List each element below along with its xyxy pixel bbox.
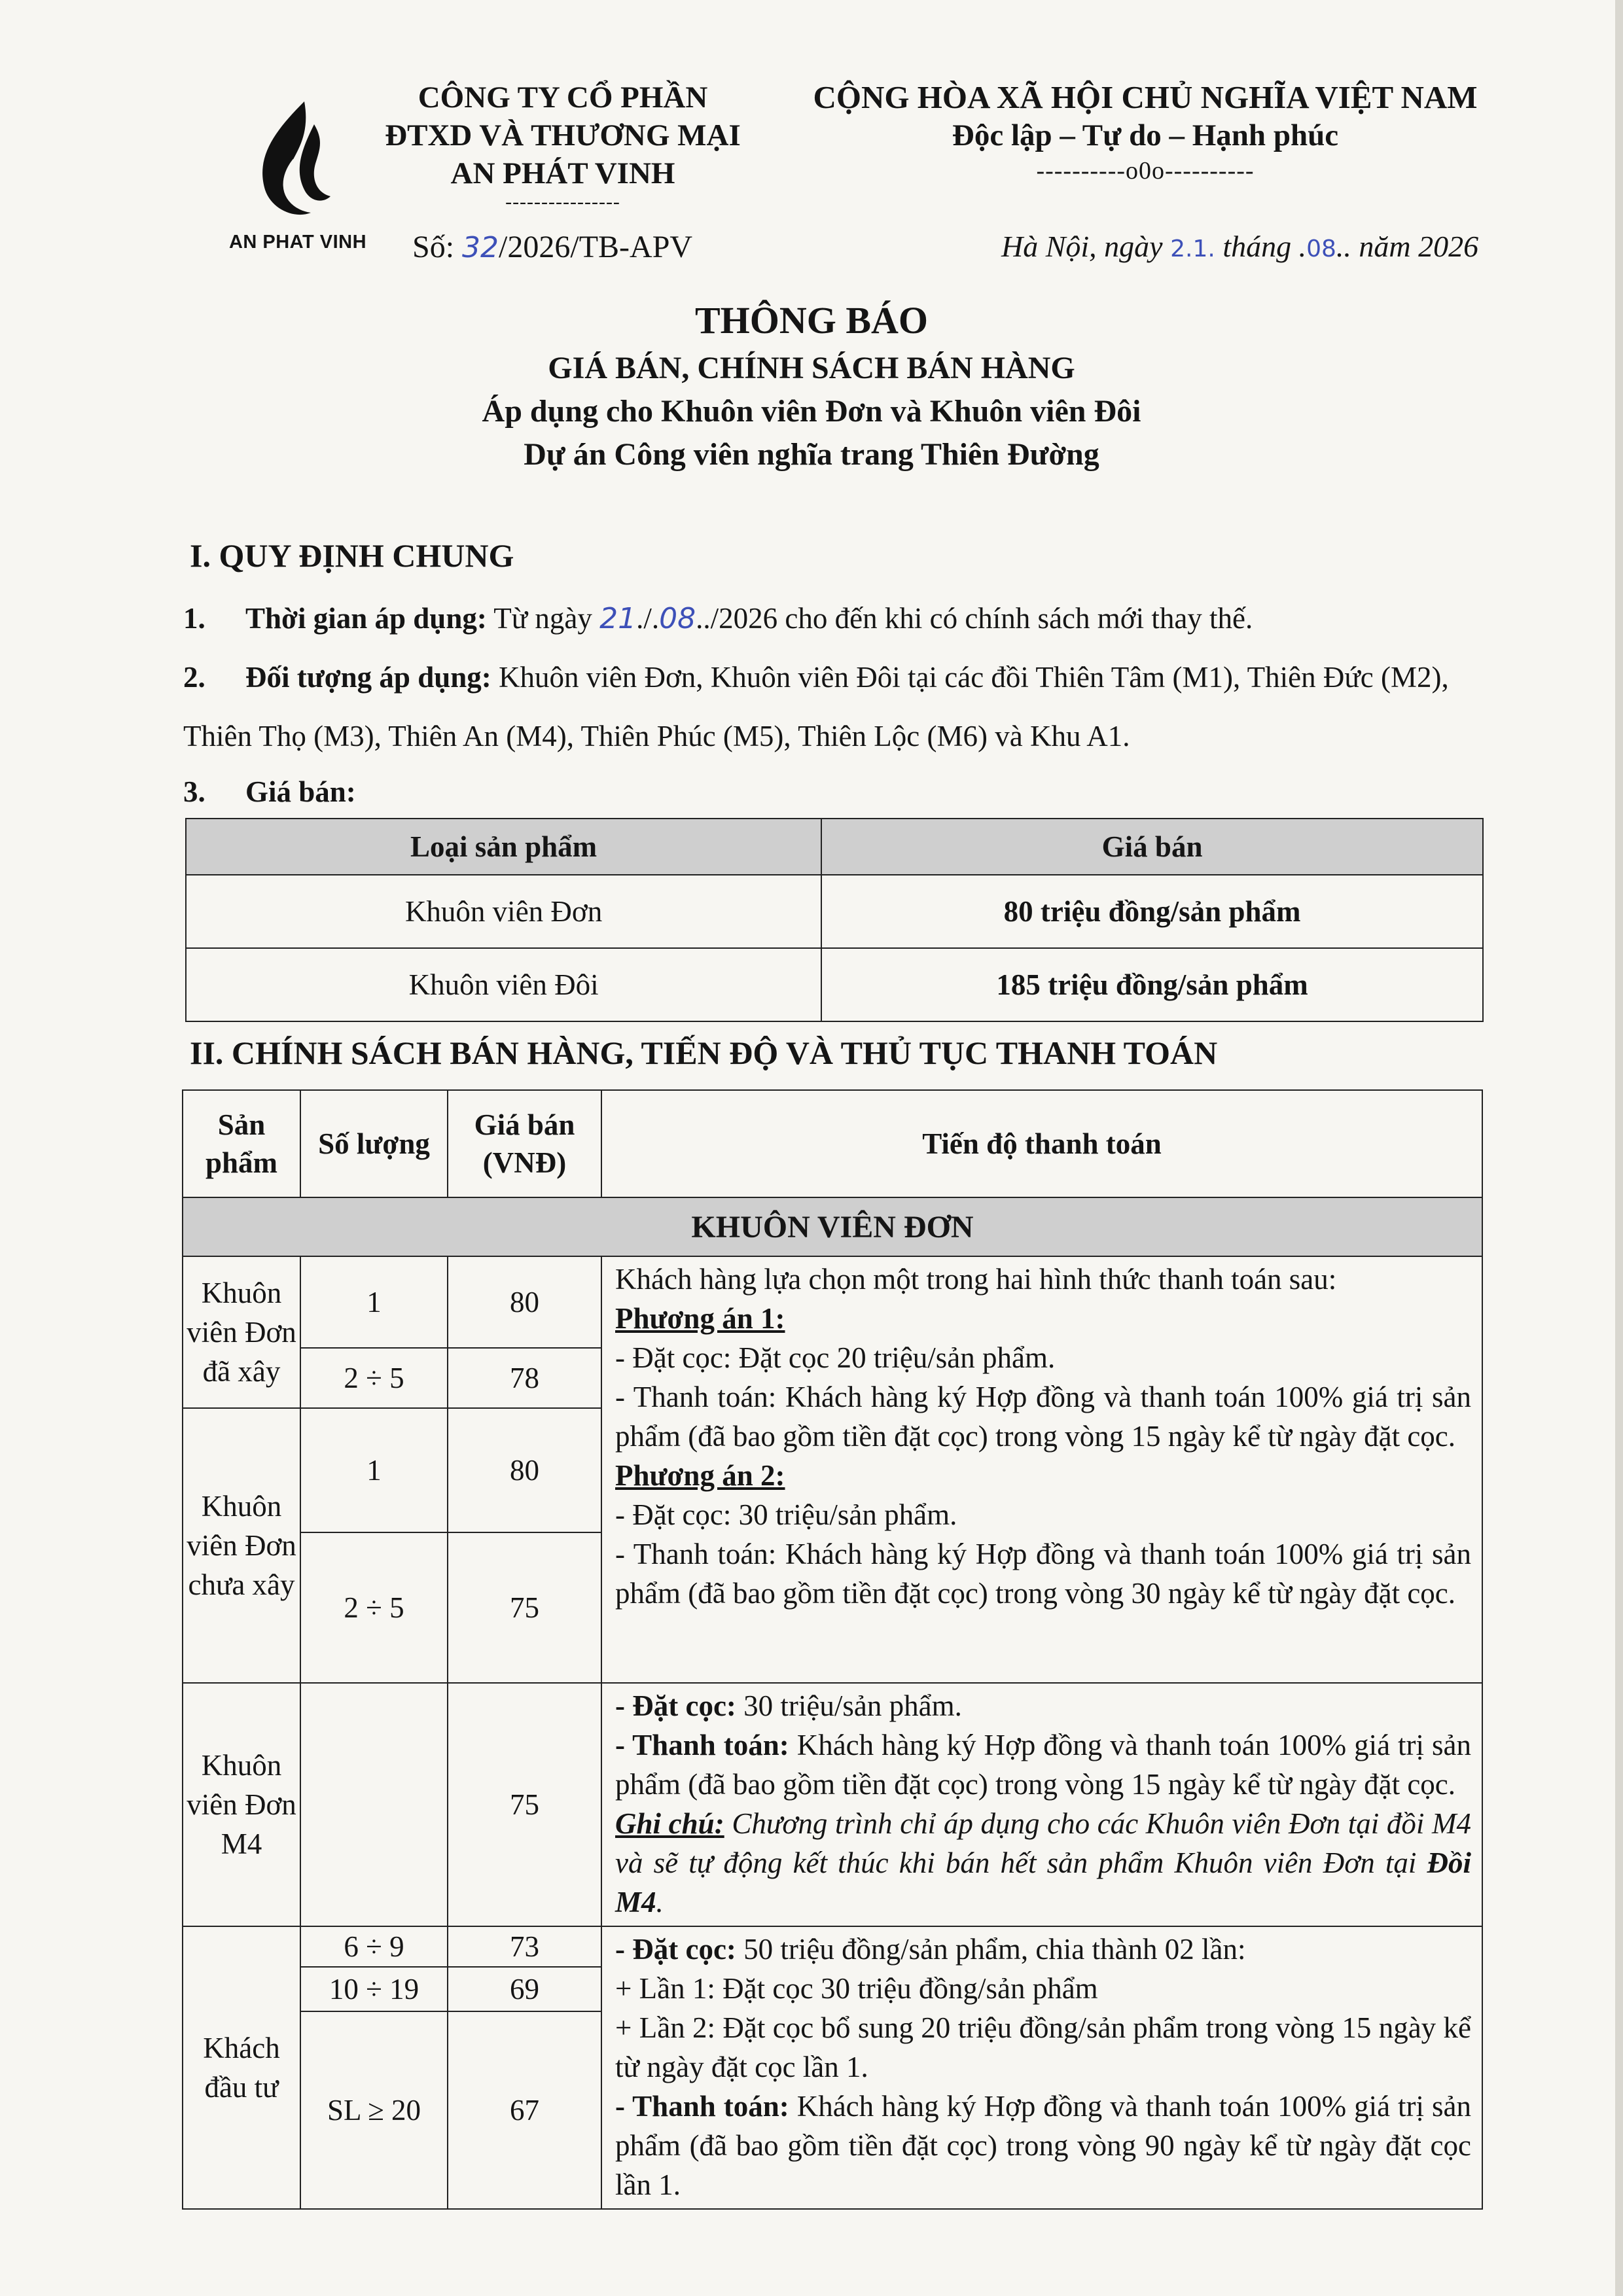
doc-no-handwritten: 32 <box>462 231 499 264</box>
product-cell: Khuôn viên Đơn đã xây <box>183 1256 300 1408</box>
policy-table-header <box>183 1090 1482 1197</box>
note-bold: Đồi M4 <box>615 1846 1471 1918</box>
doc-no-suffix: /2026/TB-APV <box>499 230 693 264</box>
product-cell: Khuôn viên Đơn chưa xây <box>183 1408 300 1683</box>
price-table <box>185 818 1484 1022</box>
deposit-round-1: + Lần 1: Đặt cọc 30 triệu đồng/sản phẩm <box>615 1972 1098 2005</box>
category-band <box>183 1197 1482 1256</box>
product-type-cell: Khuôn viên Đơn <box>186 875 821 948</box>
header-price: Giá bán <box>821 819 1483 875</box>
price-cell: 80 <box>448 1408 601 1532</box>
product-cell: Khách đầu tư <box>183 1926 300 2209</box>
quantity-cell <box>300 1683 448 1926</box>
republic-divider: ----------o0o---------- <box>1036 157 1255 185</box>
product-type-cell: Khuôn viên Đôi <box>186 948 821 1021</box>
date-separator: ./. <box>636 602 660 635</box>
quantity-cell: 1 <box>300 1408 448 1532</box>
date-prefix: Hà Nội, ngày <box>1001 230 1171 263</box>
quantity-cell: SL ≥ 20 <box>300 2011 448 2209</box>
payment-label: - Thanh toán: <box>615 1729 789 1761</box>
option-2-heading: Phương án 2: <box>615 1459 785 1492</box>
price-table-header <box>186 819 1483 875</box>
section-heading-general: I. QUY ĐỊNH CHUNG <box>190 537 514 574</box>
price-cell: 67 <box>448 2011 601 2209</box>
header-unit-price: Giá bán (VNĐ) <box>448 1090 601 1197</box>
note-end: . <box>656 1886 664 1918</box>
quantity-cell: 1 <box>300 1256 448 1348</box>
date-month-handwritten: 08 <box>1306 236 1336 262</box>
price-cell: 80 <box>448 1256 601 1348</box>
option-2-deposit: - Đặt cọc: 30 triệu/sản phẩm. <box>615 1498 957 1531</box>
item-effective-time <box>183 589 1486 648</box>
item-number: 1. <box>183 602 205 635</box>
price-cell: 80 triệu đồng/sản phẩm <box>821 875 1483 948</box>
payment-label: - Thanh toán: <box>615 2090 789 2123</box>
product-cell: Khuôn viên Đơn M4 <box>183 1683 300 1926</box>
price-cell: 69 <box>448 1967 601 2011</box>
date-day-handwritten: 2.1. <box>1170 236 1215 262</box>
quantity-cell: 2 ÷ 5 <box>300 1532 448 1683</box>
price-cell: 75 <box>448 1683 601 1926</box>
section-heading-policy: II. CHÍNH SÁCH BÁN HÀNG, TIẾN ĐỘ VÀ THỦ TỤC THANH TOÁN <box>190 1034 1218 1071</box>
payment-text: Khách hàng ký Hợp đồng và thanh toán 100% giá trị sản phẩm (đã bao gồm tiền đặt cọc) trong vòng 15 ngày kể từ ngày đặt cọc. <box>615 1729 1471 1801</box>
price-cell: 75 <box>448 1532 601 1683</box>
option-1-deposit: - Đặt cọc: Đặt cọc 20 triệu/sản phẩm. <box>615 1341 1056 1374</box>
company-line-1: CÔNG TY CỔ PHẦN <box>418 80 708 115</box>
date-suffix: .. năm 2026 <box>1336 230 1479 263</box>
table-row <box>183 1683 1482 1926</box>
note-label: Ghi chú: <box>615 1807 724 1840</box>
header-product: Sản phẩm <box>183 1090 300 1197</box>
item-sale-price <box>183 766 1486 818</box>
table-row <box>186 875 1483 948</box>
note <box>615 1804 1471 1922</box>
effective-month-handwritten: 08 <box>659 602 696 635</box>
category-band-label: KHUÔN VIÊN ĐƠN <box>183 1197 1482 1256</box>
doc-no-prefix: Số: <box>412 230 463 264</box>
note-text: Chương trình chỉ áp dụng cho các Khuôn viên Đơn tại đồi M4 và sẽ tự động kết thúc khi bán hết sản phẩm Khuôn viên Đơn tại <box>615 1807 1471 1879</box>
table-row <box>183 1256 1482 1348</box>
company-name-block <box>353 79 772 212</box>
option-1-heading: Phương án 1: <box>615 1302 785 1335</box>
table-row <box>186 948 1483 1021</box>
deposit-text: 30 triệu/sản phẩm. <box>736 1689 962 1722</box>
header-product-type: Loại sản phẩm <box>186 819 821 875</box>
quantity-cell: 10 ÷ 19 <box>300 1967 448 2011</box>
item-number: 3. <box>183 775 205 808</box>
effective-day-handwritten: 21 <box>599 602 637 635</box>
price-cell: 78 <box>448 1348 601 1408</box>
document-scope: Áp dụng cho Khuôn viên Đơn và Khuôn viên Đôi <box>482 394 1141 429</box>
option-1-payment: - Thanh toán: Khách hàng ký Hợp đồng và thanh toán 100% giá trị sản phẩm (đã bao gồm tiền đặt cọc) trong vòng 15 ngày kể từ ngày đặt cọc. <box>615 1381 1471 1453</box>
item-text-end: ../2026 cho đến khi có chính sách mới thay thế. <box>696 602 1253 635</box>
item-number: 2. <box>183 661 205 694</box>
payment-intro: Khách hàng lựa chọn một trong hai hình thức thanh toán sau: <box>615 1263 1337 1296</box>
item-text: Từ ngày <box>486 602 600 635</box>
document-subtitle: GIÁ BÁN, CHÍNH SÁCH BÁN HÀNG <box>548 351 1075 385</box>
deposit-label: - Đặt cọc: <box>615 1933 736 1966</box>
deposit-label: - Đặt cọc: <box>615 1689 736 1722</box>
price-cell: 185 triệu đồng/sản phẩm <box>821 948 1483 1021</box>
item-label: Thời gian áp dụng: <box>245 602 487 635</box>
document-number <box>412 229 692 265</box>
document-title: THÔNG BÁO <box>694 299 929 342</box>
quantity-cell: 6 ÷ 9 <box>300 1926 448 1967</box>
flame-logo-icon <box>249 98 347 222</box>
price-cell: 73 <box>448 1926 601 1967</box>
document-project: Dự án Công viên nghĩa trang Thiên Đường <box>524 437 1099 472</box>
item-label: Đối tượng áp dụng: <box>245 661 491 694</box>
document-date <box>1001 229 1478 264</box>
option-2-payment: - Thanh toán: Khách hàng ký Hợp đồng và thanh toán 100% giá trị sản phẩm (đã bao gồm tiền đặt cọc) trong vòng 30 ngày kể từ ngày đặt cọc. <box>615 1538 1471 1610</box>
policy-table <box>182 1089 1483 2210</box>
deposit-round-2: + Lần 2: Đặt cọc bổ sung 20 triệu đồng/sản phẩm trong vòng 15 ngày kể từ ngày đặt cọc lần 1. <box>615 2011 1471 2083</box>
deposit-text: 50 triệu đồng/sản phẩm, chia thành 02 lần: <box>736 1933 1246 1966</box>
item-text: Khuôn viên Đơn, Khuôn viên Đôi tại các đồi Thiên Tâm (M1), Thiên Đức (M2), Thiên Thọ (M3), Thiên An (M4), Thiên Phúc (M5), Thiên Lộc (M6) và Khu A1. <box>183 661 1449 752</box>
company-line-3: AN PHÁT VINH <box>450 156 675 190</box>
item-label: Giá bán: <box>245 775 356 808</box>
national-motto: Độc lập – Tự do – Hạnh phúc <box>952 118 1339 152</box>
header-payment-schedule: Tiến độ thanh toán <box>601 1090 1482 1197</box>
payment-schedule-cell <box>601 1926 1482 2209</box>
payment-text: Khách hàng ký Hợp đồng và thanh toán 100% giá trị sản phẩm (đã bao gồm tiền đặt cọc) trong vòng 90 ngày kể từ ngày đặt cọc lần 1. <box>615 2090 1471 2201</box>
quantity-cell: 2 ÷ 5 <box>300 1348 448 1408</box>
header-quantity: Số lượng <box>300 1090 448 1197</box>
national-heading <box>772 79 1518 187</box>
item-applicable-objects <box>183 648 1486 766</box>
payment-schedule-cell <box>601 1256 1482 1683</box>
logo-text: AN PHAT VINH <box>228 232 367 253</box>
date-mid: tháng . <box>1215 230 1307 263</box>
payment-schedule-cell <box>601 1683 1482 1926</box>
table-row <box>183 1926 1482 1967</box>
document-title-block <box>0 294 1623 476</box>
company-divider: ---------------- <box>505 191 620 213</box>
company-line-2: ĐTXD VÀ THƯƠNG MẠI <box>385 118 741 152</box>
republic-name: CỘNG HÒA XÃ HỘI CHỦ NGHĨA VIỆT NAM <box>813 79 1478 115</box>
